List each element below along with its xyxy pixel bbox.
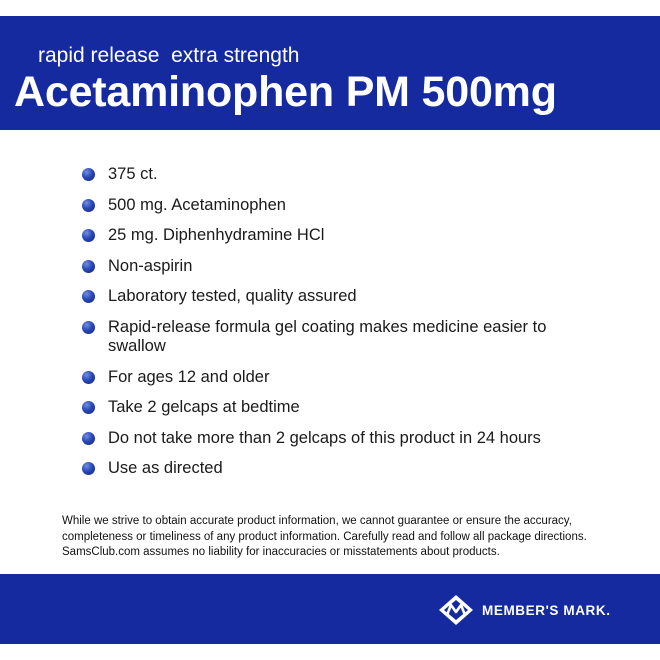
bullet-dot-icon <box>82 260 95 273</box>
bullet-dot-icon <box>82 432 95 445</box>
bullet-dot-icon <box>82 371 95 384</box>
feature-text: 25 mg. Diphenhydramine HCl <box>108 226 325 245</box>
bullet-dot-icon <box>82 229 95 242</box>
brand-logo <box>438 594 611 626</box>
feature-item <box>82 196 602 215</box>
feature-item <box>82 287 602 306</box>
feature-item <box>82 226 602 245</box>
feature-text: Non-aspirin <box>108 256 193 275</box>
header-banner <box>0 16 660 130</box>
feature-list <box>82 165 602 490</box>
bullet-dot-icon <box>82 401 95 414</box>
feature-item <box>82 165 602 184</box>
feature-text: Do not take more than 2 gelcaps of this product in 24 hours <box>108 428 541 447</box>
feature-item <box>82 459 602 478</box>
product-title: Acetaminophen PM 500mg <box>14 68 557 116</box>
feature-item <box>82 368 602 387</box>
feature-item <box>82 429 602 448</box>
feature-text: 500 mg. Acetaminophen <box>108 195 286 214</box>
feature-text: For ages 12 and older <box>108 367 270 386</box>
disclaimer-text: While we strive to obtain accurate product information, we cannot guarantee or ensure the accuracy, completeness or timeliness of any product information. Carefully read and follow all package directions. SamsClub.com assumes no liability for inaccuracies or misstatements about products. <box>62 515 587 558</box>
bullet-dot-icon <box>82 321 95 334</box>
feature-text: Use as directed <box>108 459 223 478</box>
feature-text: Rapid-release formula gel coating makes medicine easier to swallow <box>108 317 547 355</box>
brand-name: MEMBER'S MARK. <box>482 602 611 618</box>
feature-item <box>82 398 602 417</box>
feature-text: 375 ct. <box>108 165 158 183</box>
footer-banner <box>0 574 660 644</box>
bullet-dot-icon <box>82 290 95 303</box>
feature-item <box>82 257 602 276</box>
bullet-dot-icon <box>82 462 95 475</box>
bullet-dot-icon <box>82 168 95 181</box>
members-mark-logo-icon <box>438 594 474 626</box>
product-subtitle: rapid release extra strength <box>38 44 300 67</box>
feature-text: Take 2 gelcaps at bedtime <box>108 398 300 417</box>
feature-text: Laboratory tested, quality assured <box>108 287 357 306</box>
feature-item <box>82 318 602 356</box>
bullet-dot-icon <box>82 199 95 212</box>
